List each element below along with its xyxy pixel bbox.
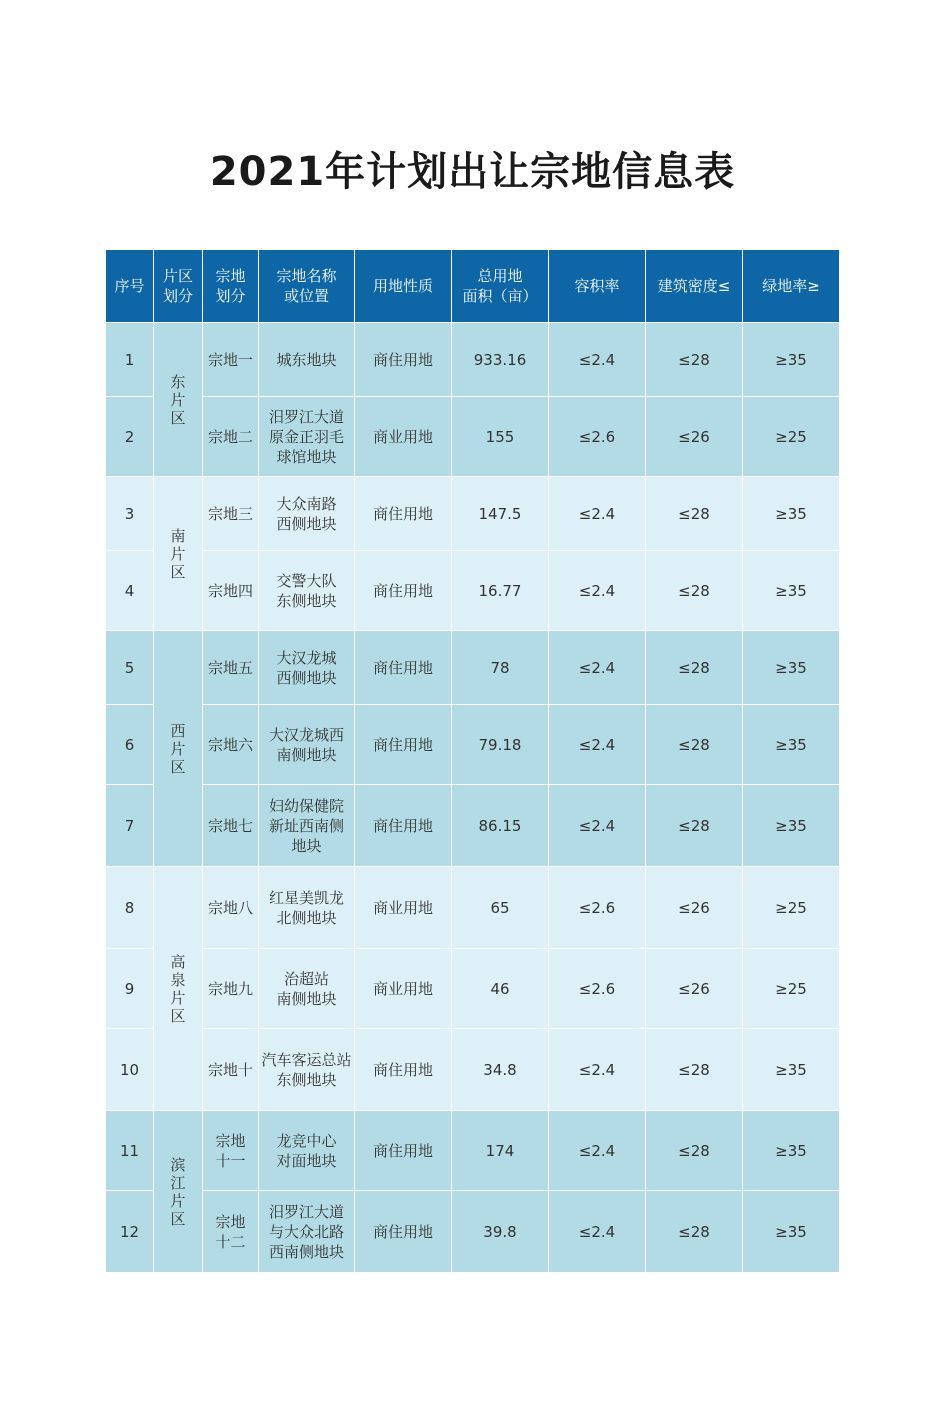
green-rate-cell: ≥35 [743,785,840,867]
green-rate-cell: ≥25 [743,867,840,949]
table-row [106,705,840,785]
area-cell [154,1111,203,1273]
land-parcel-table [105,249,840,1273]
area-name: 东片区 [170,372,186,427]
area-cell [154,631,203,867]
density-cell: ≤28 [646,631,743,705]
row-number-cell: 1 [106,323,154,397]
density-cell: ≤28 [646,477,743,551]
parcel-cell: 宗地三 [203,477,259,551]
table-row [106,1191,840,1273]
density-cell: ≤26 [646,397,743,477]
green-rate-cell: ≥35 [743,705,840,785]
col-header-no: 序号 [106,250,154,323]
density-cell: ≤28 [646,785,743,867]
location-cell: 妇幼保健院 新址西南侧 地块 [259,785,355,867]
density-cell: ≤28 [646,705,743,785]
parcel-cell: 宗地十 [203,1029,259,1111]
table-row [106,397,840,477]
row-number-cell: 4 [106,551,154,631]
land-use-cell: 商住用地 [355,1191,452,1273]
location-cell: 大汉龙城 西侧地块 [259,631,355,705]
far-cell: ≤2.4 [549,631,646,705]
land-area-cell: 65 [452,867,549,949]
location-cell: 大众南路 西侧地块 [259,477,355,551]
table-row [106,477,840,551]
row-number-cell: 10 [106,1029,154,1111]
green-rate-cell: ≥35 [743,1029,840,1111]
area-name: 西片区 [170,721,186,776]
location-cell: 汽车客运总站 东侧地块 [259,1029,355,1111]
parcel-cell: 宗地七 [203,785,259,867]
area-name: 滨江片区 [170,1155,186,1228]
density-cell: ≤28 [646,1029,743,1111]
far-cell: ≤2.6 [549,949,646,1029]
row-number-cell: 8 [106,867,154,949]
land-area-cell: 174 [452,1111,549,1191]
location-cell: 大汉龙城西 南侧地块 [259,705,355,785]
land-use-cell: 商住用地 [355,785,452,867]
parcel-cell: 宗地九 [203,949,259,1029]
row-number-cell: 2 [106,397,154,477]
green-rate-cell: ≥35 [743,323,840,397]
row-number-cell: 6 [106,705,154,785]
location-cell: 红星美凯龙 北侧地块 [259,867,355,949]
land-use-cell: 商住用地 [355,477,452,551]
land-use-cell: 商住用地 [355,1111,452,1191]
col-header-density: 建筑密度≤ [646,250,743,323]
table-header-row [106,250,840,323]
land-area-cell: 16.77 [452,551,549,631]
col-header-green: 绿地率≥ [743,250,840,323]
parcel-cell: 宗地二 [203,397,259,477]
land-area-cell: 78 [452,631,549,705]
far-cell: ≤2.6 [549,397,646,477]
far-cell: ≤2.4 [549,477,646,551]
land-area-cell: 147.5 [452,477,549,551]
parcel-cell: 宗地八 [203,867,259,949]
land-area-cell: 79.18 [452,705,549,785]
area-cell [154,323,203,477]
land-use-cell: 商住用地 [355,323,452,397]
green-rate-cell: ≥35 [743,551,840,631]
far-cell: ≤2.4 [549,1029,646,1111]
land-use-cell: 商业用地 [355,949,452,1029]
land-use-cell: 商住用地 [355,551,452,631]
table-row [106,949,840,1029]
far-cell: ≤2.4 [549,785,646,867]
green-rate-cell: ≥35 [743,1191,840,1273]
land-use-cell: 商业用地 [355,867,452,949]
green-rate-cell: ≥25 [743,949,840,1029]
density-cell: ≤28 [646,551,743,631]
table-row [106,1111,840,1191]
row-number-cell: 12 [106,1191,154,1273]
col-header-land-area: 总用地 面积（亩） [452,250,549,323]
table-row [106,631,840,705]
col-header-area: 片区 划分 [154,250,203,323]
parcel-cell: 宗地六 [203,705,259,785]
far-cell: ≤2.4 [549,705,646,785]
table-row [106,323,840,397]
table-row [106,785,840,867]
parcel-cell: 宗地一 [203,323,259,397]
density-cell: ≤26 [646,867,743,949]
location-cell: 交警大队 东侧地块 [259,551,355,631]
density-cell: ≤26 [646,949,743,1029]
far-cell: ≤2.4 [549,1191,646,1273]
area-name: 南片区 [170,526,186,581]
green-rate-cell: ≥25 [743,397,840,477]
green-rate-cell: ≥35 [743,1111,840,1191]
location-cell: 汨罗江大道 原金正羽毛 球馆地块 [259,397,355,477]
table-row [106,867,840,949]
land-use-cell: 商住用地 [355,705,452,785]
col-header-parcel: 宗地 划分 [203,250,259,323]
land-area-cell: 86.15 [452,785,549,867]
col-header-use: 用地性质 [355,250,452,323]
far-cell: ≤2.4 [549,323,646,397]
table-row [106,1029,840,1111]
far-cell: ≤2.4 [549,1111,646,1191]
land-area-cell: 39.8 [452,1191,549,1273]
green-rate-cell: ≥35 [743,631,840,705]
land-area-cell: 46 [452,949,549,1029]
parcel-cell: 宗地四 [203,551,259,631]
parcel-cell: 宗地五 [203,631,259,705]
area-name: 高泉片区 [170,952,186,1025]
location-cell: 城东地块 [259,323,355,397]
table-body [106,323,840,1273]
far-cell: ≤2.4 [549,551,646,631]
land-use-cell: 商住用地 [355,1029,452,1111]
land-use-cell: 商业用地 [355,397,452,477]
col-header-far: 容积率 [549,250,646,323]
parcel-cell: 宗地 十一 [203,1111,259,1191]
col-header-location: 宗地名称 或位置 [259,250,355,323]
land-use-cell: 商住用地 [355,631,452,705]
table-row [106,551,840,631]
location-cell: 治超站 南侧地块 [259,949,355,1029]
land-area-cell: 155 [452,397,549,477]
row-number-cell: 9 [106,949,154,1029]
density-cell: ≤28 [646,1191,743,1273]
parcel-cell: 宗地 十二 [203,1191,259,1273]
far-cell: ≤2.6 [549,867,646,949]
row-number-cell: 5 [106,631,154,705]
land-area-cell: 933.16 [452,323,549,397]
area-cell [154,867,203,1111]
location-cell: 汨罗江大道 与大众北路 西南侧地块 [259,1191,355,1273]
land-area-cell: 34.8 [452,1029,549,1111]
density-cell: ≤28 [646,323,743,397]
area-cell [154,477,203,631]
row-number-cell: 3 [106,477,154,551]
location-cell: 龙竞中心 对面地块 [259,1111,355,1191]
row-number-cell: 11 [106,1111,154,1191]
density-cell: ≤28 [646,1111,743,1191]
row-number-cell: 7 [106,785,154,867]
page-title: 2021年计划出让宗地信息表 [209,149,736,195]
green-rate-cell: ≥35 [743,477,840,551]
